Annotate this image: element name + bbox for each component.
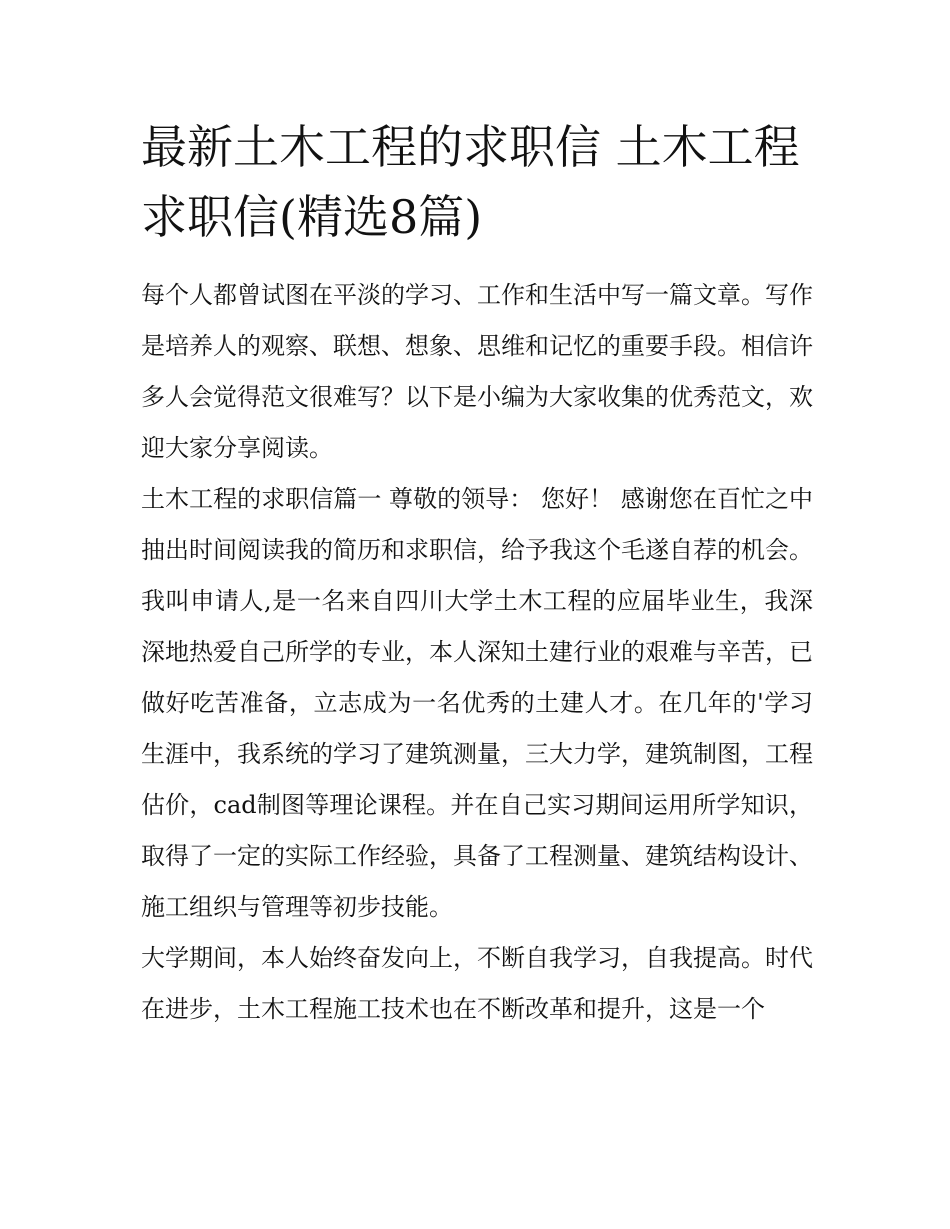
paragraph-greeting: 土木工程的求职信篇一 尊敬的领导： 您好！ 感谢您在百忙之中抽出时间阅读我的简历和求职信，给予我这个毛遂自荐的机会。 [141,485,813,564]
paragraph-intro: 每个人都曾试图在平淡的学习、工作和生活中写一篇文章。写作是培养人的观察、联想、想象、思维和记忆的重要手段。相信许多人会觉得范文很难写？以下是小编为大家收集的优秀范文，欢迎大家分享阅读。 [141,281,813,462]
document-title: 最新土木工程的求职信 土木工程求职信(精选8篇) [141,120,800,244]
document-body [141,112,813,1035]
paragraph-university-period: 大学期间，本人始终奋发向上，不断自我学习，自我提高。时代在进步，土木工程施工技术也在不断改革和提升，这是一个 [141,944,813,1023]
paragraph-self-introduction: 我叫申请人,是一名来自四川大学土木工程的应届毕业生，我深深地热爱自己所学的专业，本人深知土建行业的艰难与辛苦，已做好吃苦准备，立志成为一名优秀的土建人才。在几年的'学习生涯中，我系统的学习了建筑测量，三大力学，建筑制图，工程估价，cad制图等理论课程。并在自己实习期间运用所学知识，取得了一定的实际工作经验，具备了工程测量、建筑结构设计、施工组织与管理等初步技能。 [141,587,813,921]
